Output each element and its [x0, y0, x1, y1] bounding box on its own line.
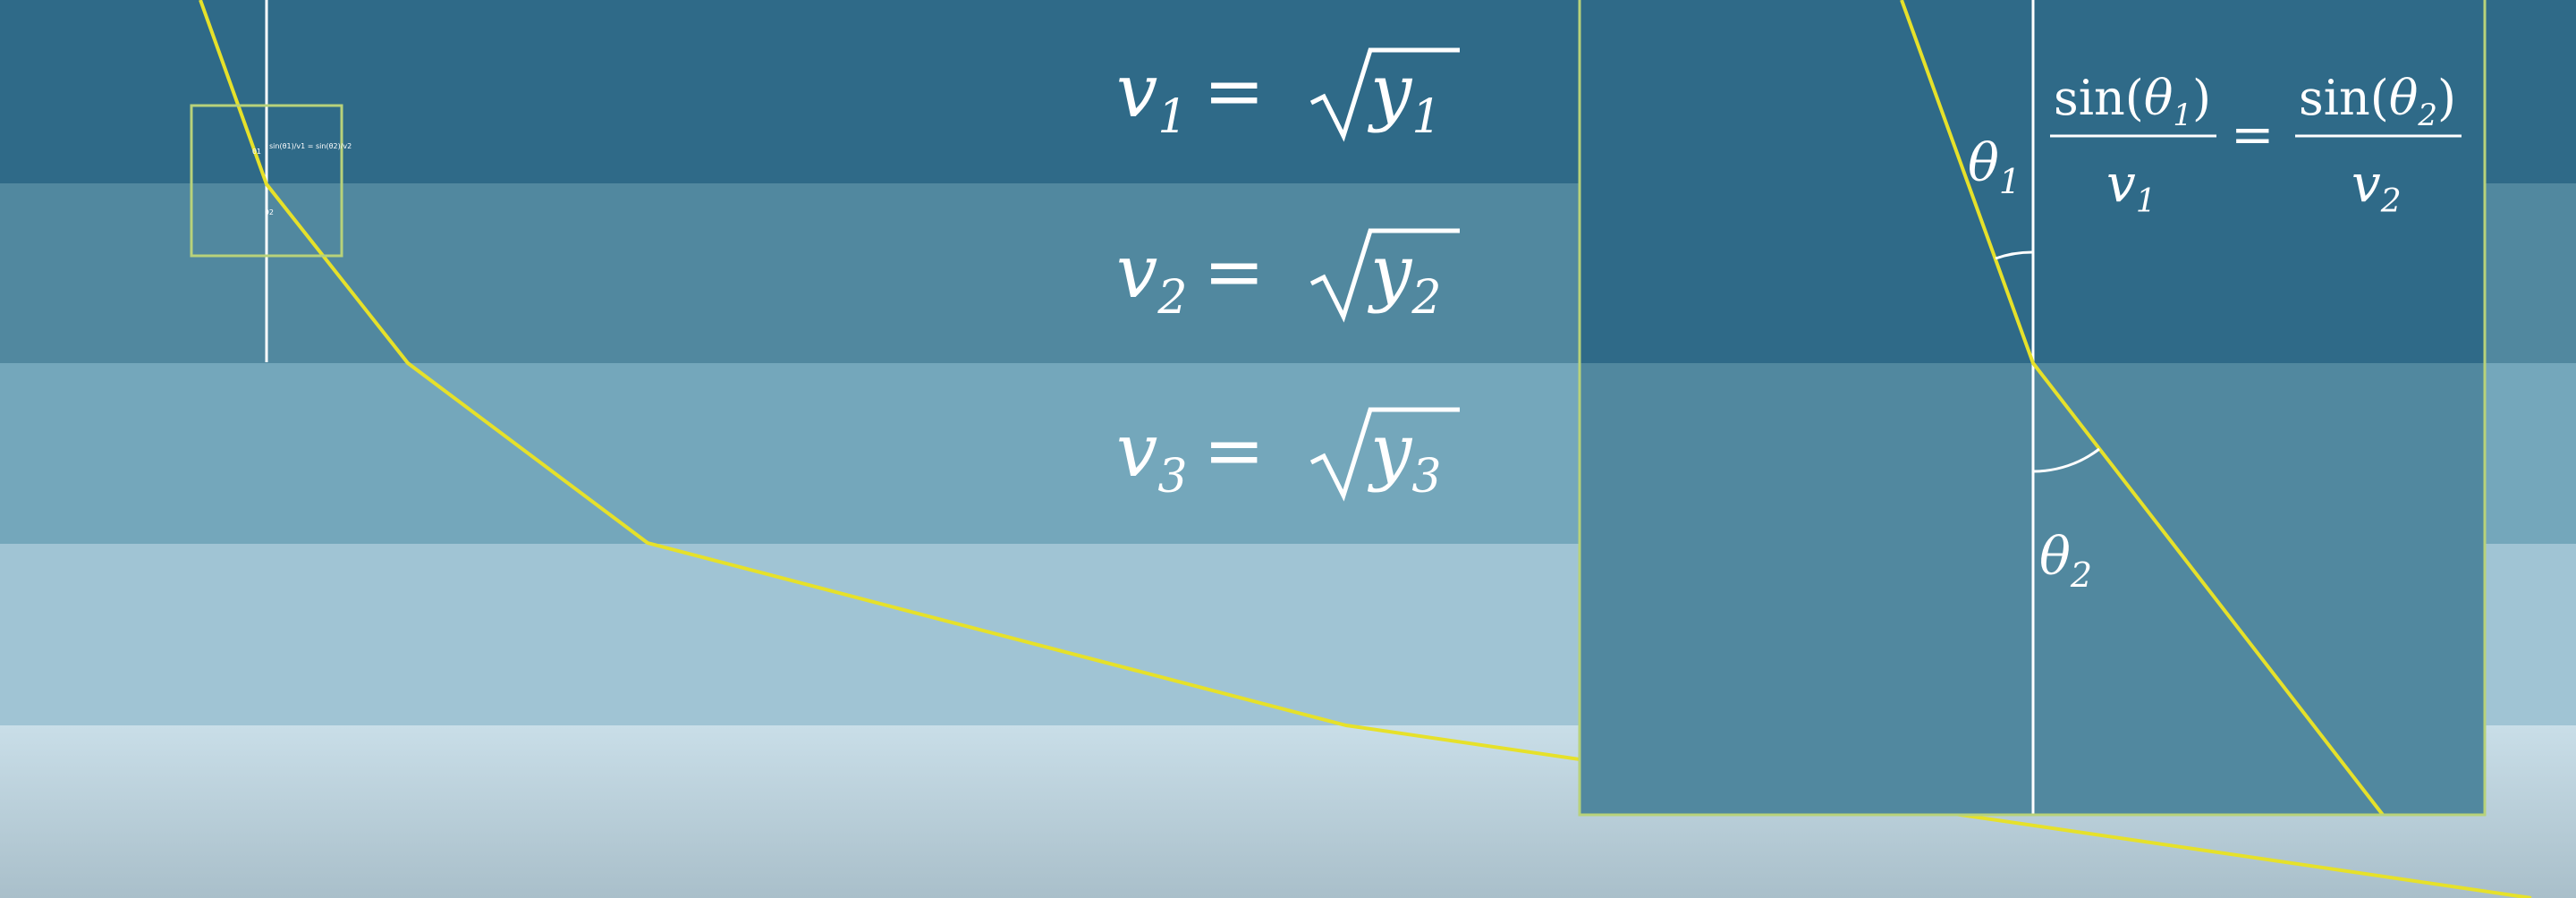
svg-text:sin(θ2): $\sin(\theta_2)$	[2299, 70, 2457, 133]
zoom-inset	[1580, 0, 2485, 815]
svg-text:v3=: $v_3$ =	[1116, 409, 1266, 504]
small-theta1: θ1	[252, 148, 261, 156]
theta1-label: $\theta_1$	[1968, 132, 2021, 201]
svg-text:v1: $v_1$	[2106, 153, 2157, 220]
svg-text:y1: $y_1$	[1370, 49, 1442, 144]
theta2-label: $\theta_2$	[2039, 526, 2093, 595]
svg-text:y2: $y_2$	[1370, 230, 1442, 325]
svg-text:=: =	[2231, 104, 2275, 165]
small-theta2: θ2	[265, 208, 274, 216]
svg-text:v2: $v_2$	[2351, 153, 2402, 220]
svg-text:v2=: $v_2$ =	[1116, 230, 1266, 325]
svg-text:y3: $y_3$	[1370, 409, 1442, 504]
svg-text:v1=: $v_1$ =	[1116, 49, 1266, 144]
small-formula: sin(θ1)/v1 = sin(θ2)/v2	[269, 142, 352, 150]
svg-text:sin(θ1): $\sin(\theta_1)$	[2054, 70, 2212, 133]
